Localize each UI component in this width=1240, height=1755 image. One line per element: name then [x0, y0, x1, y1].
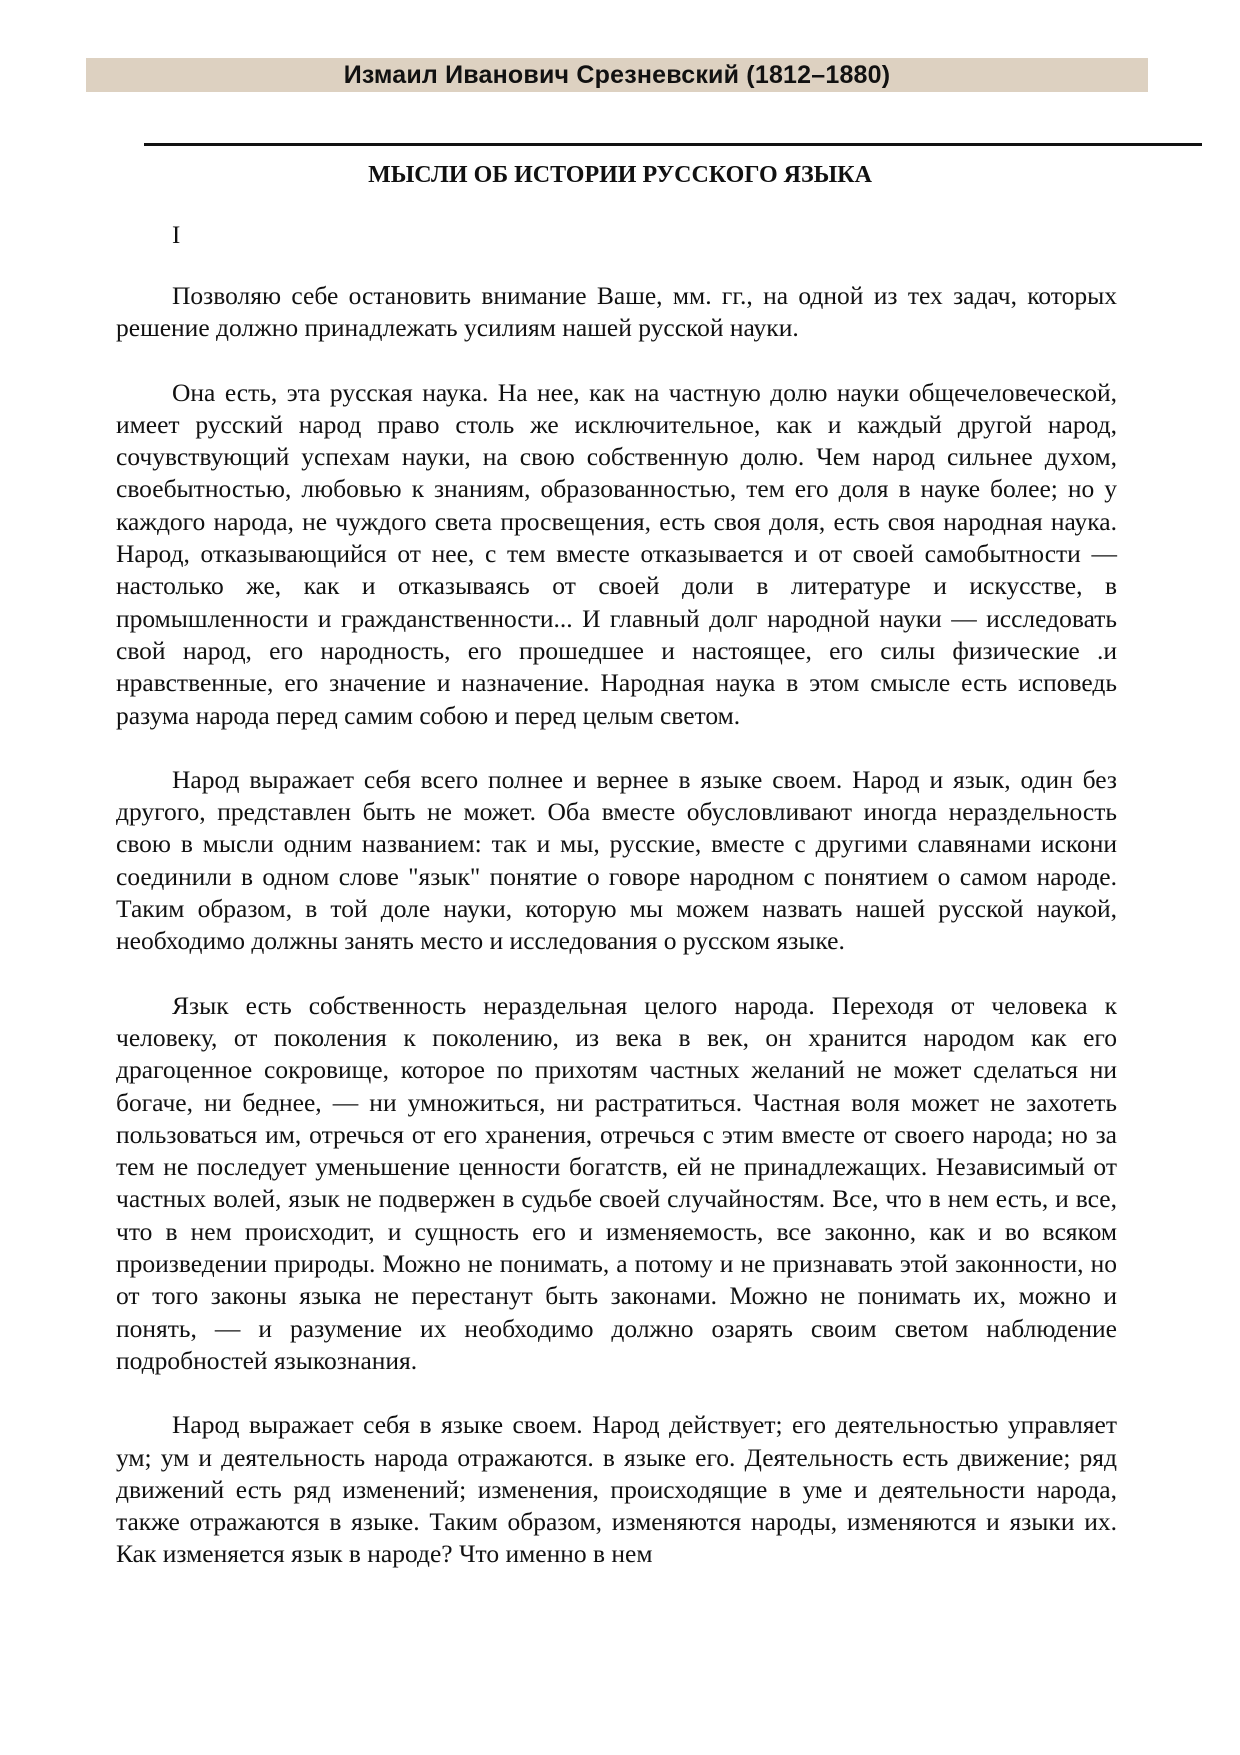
paragraph-1: Позволяю себе остановить внимание Ваше, мм. гг., на одной из тех задач, которых решение должно принадлежать усилиям нашей русской науки. [116, 281, 1117, 343]
paragraph-3: Народ выражает себя всего полнее и вернее в языке своем. Народ и язык, один без другого, представлен быть не может. Оба вместе обусловливают иногда нераздельность свою в мысли одним названием: так и мы, русские, вместе с другими славянами искони соединили в одном слове "язык" понятие о говоре народном с понятием о самом народе. Таким образом, в той доле науки, которую мы можем назвать нашей русской наукой, необходимо должны занять место и исследования о русском языке. [116, 764, 1117, 956]
document-body [116, 280, 1117, 1603]
author-header-band [86, 58, 1148, 92]
author-header: Измаил Иванович Срезневский (1812–1880) [343, 60, 891, 89]
document-title: МЫСЛИ ОБ ИСТОРИИ РУССКОГО ЯЗЫКА [368, 162, 872, 188]
section-number: I [172, 222, 181, 249]
paragraph-5: Народ выражает себя в языке своем. Народ действует; его деятельностью управляет ум; ум и деятельность народа отражаются. в языке его. Деятельность есть движение; ряд движений есть ряд изменений; изменения, происходящие в уме и деятельности народа, также отражаются в языке. Таким образом, изменяются народы, изменяются и языки их. Как изменяется язык в народе? Что именно в нем [116, 1410, 1117, 1569]
paragraph-2: Она есть, эта русская наука. На нее, как на частную долю науки общечеловеческой, имеет русский народ право столь же исключительное, как и каждый другой народ, сочувствующий успехам науки, на свою собственную долю. Чем народ сильнее духом, своебытностью, любовью к знаниям, образованностью, тем его доля в науке более; но у каждого народа, не чуждого света просвещения, есть своя доля, есть своя народная наука. Народ, отказывающийся от нее, с тем вместе отказывается и от своей самобытности — настолько же, как и отказываясь от своей доли в литературе и искусстве, в промышленности и гражданственности... И главный долг народной науки — исследовать свой народ, его народность, его прошедшее и настоящее, его силы физические .и нравственные, его значение и назначение. Народная наука в этом смысле есть исповедь разума народа перед самим собою и перед целым светом. [116, 377, 1117, 730]
title-divider [144, 143, 1202, 146]
paragraph-4: Язык есть собственность нераздельная целого народа. Переходя от человека к человеку, от поколения к поколению, из века в век, он хранится народом как его драгоценное сокровище, которое по прихотям частных желаний не может сделаться ни богаче, ни беднее, — ни умножиться, ни растратиться. Частная воля может не захотеть пользоваться им, отречься от его хранения, отречься с этим вместе от своего народа; но за тем не последует уменьшение ценности богатств, ей не принадлежащих. Независимый от частных волей, язык не подвержен в судьбе своей случайностям. Все, что в нем есть, и все, что в нем происходит, и сущность его и изменяемость, все законно, как и во всяком произведении природы. Можно не понимать, а потому и не признавать этой законности, но от того законы языка не перестанут быть законами. Можно не понимать их, можно и понять, — и разумение их необходимо должно озарять своим светом наблюдение подробностей языкознания. [116, 990, 1117, 1375]
